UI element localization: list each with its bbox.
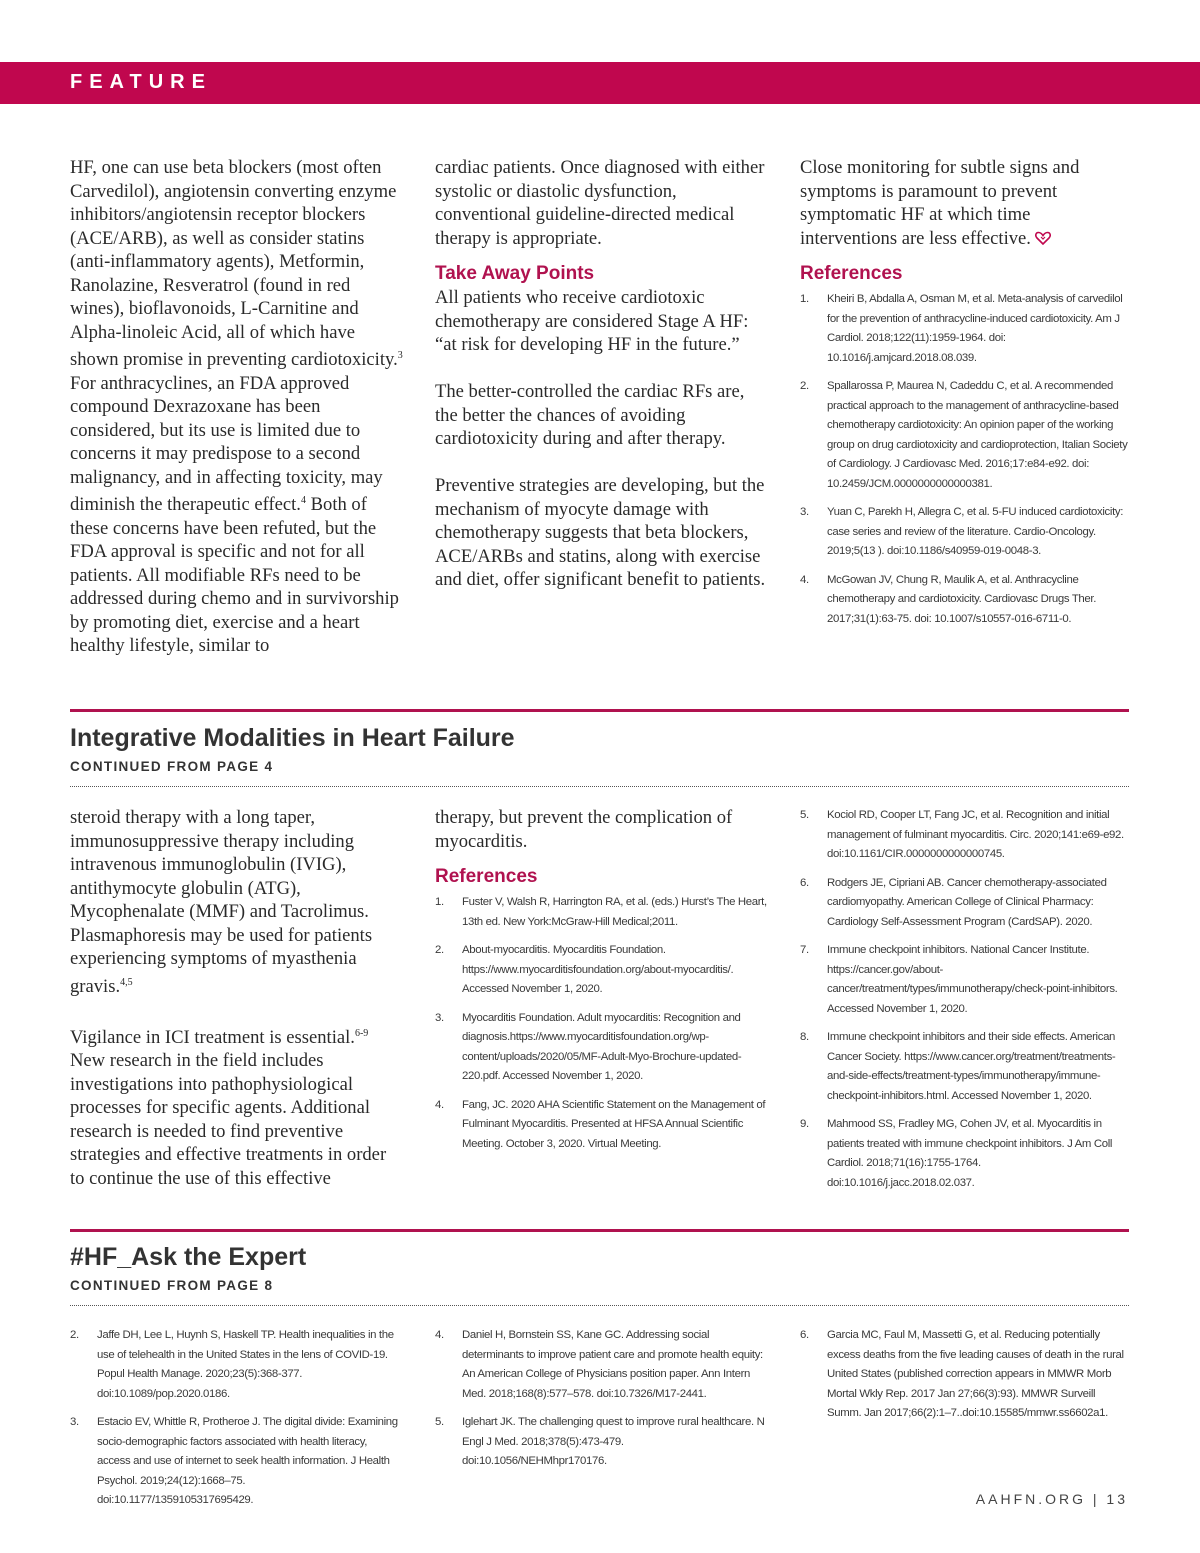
body-paragraph: Preventive strategies are developing, but the mechanism of myocyte damage with chemotherapy suggests that beta blockers, ACE/ARBs and statins, along with exercise and diet, offer significant benefit to patients. [435, 475, 766, 590]
reference-list [800, 1326, 1130, 1424]
reference-item: 1. Fuster V, Walsh R, Harrington RA, et al. (eds.) Hurst’s The Heart, 13th ed. New York:McGraw-Hill Medical;2011. [435, 896, 767, 928]
reference-item: 2. Spallarossa P, Maurea N, Cadeddu C, et al. A recommended practical approach to the management of anthracycline-based chemotherapy cardiotoxicity: An opinion paper of the working group on drug cardiotoxicity and cardioprotection, Italian Society of Cardiology. J Cardiovasc Med. 2016;17:e84-e92. doi: 10.2459/JCM.0000000000000381. [800, 380, 1128, 490]
integrative-column-3 [800, 806, 1130, 1202]
reference-item: 9. Mahmood SS, Fradley MG, Cohen JV, et al. Myocarditis in patients treated with immune checkpoint inhibitors. J Am Coll Cardiol. 2018;71(16):1755-1764. doi:10.1016/j.jacc.2018.02.037. [800, 1118, 1113, 1189]
top-column-2 [435, 156, 770, 592]
body-paragraph: cardiac patients. Once diagnosed with either systolic or diastolic dysfunction, conventional guideline-directed medical therapy is appropriate. [435, 157, 765, 249]
section-divider [70, 1229, 1129, 1232]
body-paragraph: Vigilance in ICI treatment is essential.$^{6-9}$ New research in the field includes investigations into pathophysiological processes for specific agents. Additional research is needed to find preventive strategies and effective treatments in order to continue the use of this effective [70, 1026, 387, 1189]
reference-item: 4. Fang, JC. 2020 AHA Scientific Statement on the Management of Fulminant Myocarditis. Presented at HFSA Annual Scientific Meeting. October 3, 2020. Virtual Meeting. [435, 1098, 766, 1150]
footnote-marker: 3 [397, 350, 403, 361]
feature-banner [0, 62, 1200, 104]
reference-item: 6. Garcia MC, Faul M, Massetti G, et al. Reducing potentially excess deaths from the five leading causes of death in the rural United States (published correction appears in MMWR Morb Mortal Wkly Rep. 2017 Jan 27;66(3):93). MMWR Surveill Summ. Jan 2017;66(2):1–7..doi:10.15585/mmwr.ss6602a1. [800, 1329, 1124, 1419]
reference-item: 6. Rodgers JE, Cipriani AB. Cancer chemotherapy-associated cardiomyopathy. American College of Clinical Pharmacy: Cardiology Self-Assessment Program (CardSAP). 2020. [800, 876, 1107, 928]
reference-item: 2. About-myocarditis. Myocarditis Foundation. https://www.myocarditisfoundation.org/about-myocarditis/. Accessed November 1, 2020. [435, 944, 734, 995]
body-paragraph: steroid therapy with a long taper, immunosuppressive therapy including intravenous immunoglobulin (IVIG), antithymocyte globulin (ATG), Mycophenalate (MMF) and Tacrolimus. Plasmaphoresis may be used for patients experiencing symptoms of myasthenia gravis.$^{4,5}$ [70, 807, 373, 997]
body-paragraph: HF, one can use beta blockers (most often Carvedilol), angiotensin converting enzyme inhibitors/angiotensin receptor blockers (ACE/ARB), as well as consider statins (anti-inflammatory agents), Metformin, Ranolazine, Resveratrol (found in red wines), bioflavonoids, L-Carnitine and Alpha-linoleic Acid, all of which have shown promise in preventing cardiotoxicity.$^3$ For anthracyclines, an FDA approved compound Dexrazoxane has been considered, but its use is limited due to concerns it may predispose to a second malignancy, and in affecting toxicity, may diminish the therapeutic effect.$^4$ Both of these concerns have been refuted, but the FDA approval is specific and not for all patients. All modifiable RFs need to be addressed during chemo and in survivorship by promoting diet, exercise and a heart healthy lifestyle, similar to [70, 157, 403, 656]
continued-label: CONTINUED FROM PAGE 8 [70, 1278, 274, 1293]
references-heading: References [435, 866, 538, 887]
reference-list [800, 290, 1130, 629]
reference-list [800, 806, 1130, 1193]
body-paragraph: therapy, but prevent the complication of myocarditis. [435, 807, 733, 852]
reference-item: 3. Yuan C, Parekh H, Allegra C, et al. 5-FU induced cardiotoxicity: case series and review of the literature. Cardio-Oncology. 2019;5(13 ). doi:10.1186/s40959-019-0048-3. [800, 506, 1124, 557]
expert-column-1 [70, 1326, 400, 1520]
top-column-1 [70, 156, 405, 658]
expert-column-2 [435, 1326, 765, 1481]
footnote-marker: 4,5 [120, 976, 133, 988]
reference-list [435, 893, 770, 1154]
body-paragraph: All patients who receive cardiotoxic chemotherapy are considered Stage A HF: “at risk for developing HF in the future.” [435, 287, 749, 355]
reference-item: 3. Myocarditis Foundation. Adult myocarditis: Recognition and diagnosis.https://www.myocarditisfoundation.org/wp-content/uploads/2020/05/MF-Adult-Myo-Brochure-updated-220.pdf. Accessed November 1, 2020. [435, 1011, 742, 1082]
reference-item: 4. Daniel H, Bornstein SS, Kane GC. Addressing social determinants to improve patient care and promote health equity: An American College of Physicians position paper. Ann Intern Med. 2018;168(8):577–578. doi:10.7326/M17-2441. [435, 1329, 763, 1400]
heart-icon [1035, 231, 1051, 245]
reference-item: 1. Kheiri B, Abdalla A, Osman M, et al. Meta-analysis of carvedilol for the prevention of anthracycline-induced cardiotoxicity. Am J Cardiol. 2018;122(11):1959-1964. doi: 10.1016/j.amjcard.2018.08.039. [800, 293, 1123, 364]
take-away-heading: Take Away Points [435, 263, 595, 284]
reference-list [435, 1326, 765, 1472]
body-paragraph: The better-controlled the cardiac RFs are, the better the chances of avoiding cardiotoxicity during and after therapy. [435, 381, 745, 449]
dotted-divider [70, 786, 1129, 787]
reference-item: 8. Immune checkpoint inhibitors and their side effects. American Cancer Society. https://www.cancer.org/treatment/treatments-and-side-effects/treatment-types/immunotherapy/immune-checkpoint-inhibitors.html. Accessed November 1, 2020. [800, 1031, 1116, 1102]
integrative-column-1 [70, 806, 405, 1190]
reference-item: 3. Estacio EV, Whittle R, Protheroe J. The digital divide: Examining socio-demographic factors associated with health literacy, access and use of internet to seek health information. J Health Psychol. 2019;24(12):1668–75. doi:10.1177/1359105317695429. [70, 1416, 398, 1506]
continued-label: CONTINUED FROM PAGE 4 [70, 759, 274, 774]
reference-item: 7. Immune checkpoint inhibitors. National Cancer Institute. https://cancer.gov/about-cancer/treatment/types/immunotherapy/check-point-inhibitors. Accessed November 1, 2020. [800, 944, 1118, 1015]
footnote-marker: 4 [300, 495, 306, 506]
dotted-divider [70, 1305, 1129, 1306]
top-column-3 [800, 156, 1130, 638]
body-paragraph: Close monitoring for subtle signs and symptoms is paramount to prevent symptomatic HF at which time interventions are less effective. [800, 157, 1080, 249]
reference-list [70, 1326, 400, 1511]
integrative-column-2 [435, 806, 770, 1163]
reference-item: 2. Jaffe DH, Lee L, Huynh S, Haskell TP. Health inequalities in the use of telehealth in the United States in the lens of COVID-19. Popul Health Manage. 2020;23(5):368-377. doi:10.1089/pop.2020.0186. [70, 1329, 394, 1400]
reference-item: 5. Iglehart JK. The challenging quest to improve rural healthcare. N Engl J Med. 2018;378(5):473-479. doi:10.1056/NEHMhpr170176. [435, 1416, 765, 1467]
page-footer: AAHFN.ORG | 13 [975, 1491, 1128, 1507]
section-title: Integrative Modalities in Heart Failure [70, 724, 515, 752]
reference-item: 5. Kociol RD, Cooper LT, Fang JC, et al. Recognition and initial management of fulminant myocarditis. Circ. 2020;141:e69-e92. doi:10.1161/CIR.0000000000000745. [800, 809, 1124, 860]
reference-item: 4. McGowan JV, Chung R, Maulik A, et al. Anthracycline chemotherapy and cardiotoxicity. Cardiovasc Drugs Ther. 2017;31(1):63-75. doi: 10.1007/s10557-016-6711-0. [800, 573, 1097, 625]
references-heading: References [800, 263, 903, 284]
section-title: #HF_Ask the Expert [70, 1243, 307, 1271]
expert-column-3 [800, 1326, 1130, 1433]
section-divider [70, 709, 1129, 712]
footnote-marker: 6-9 [354, 1027, 369, 1039]
section-label: FEATURE [70, 71, 212, 93]
